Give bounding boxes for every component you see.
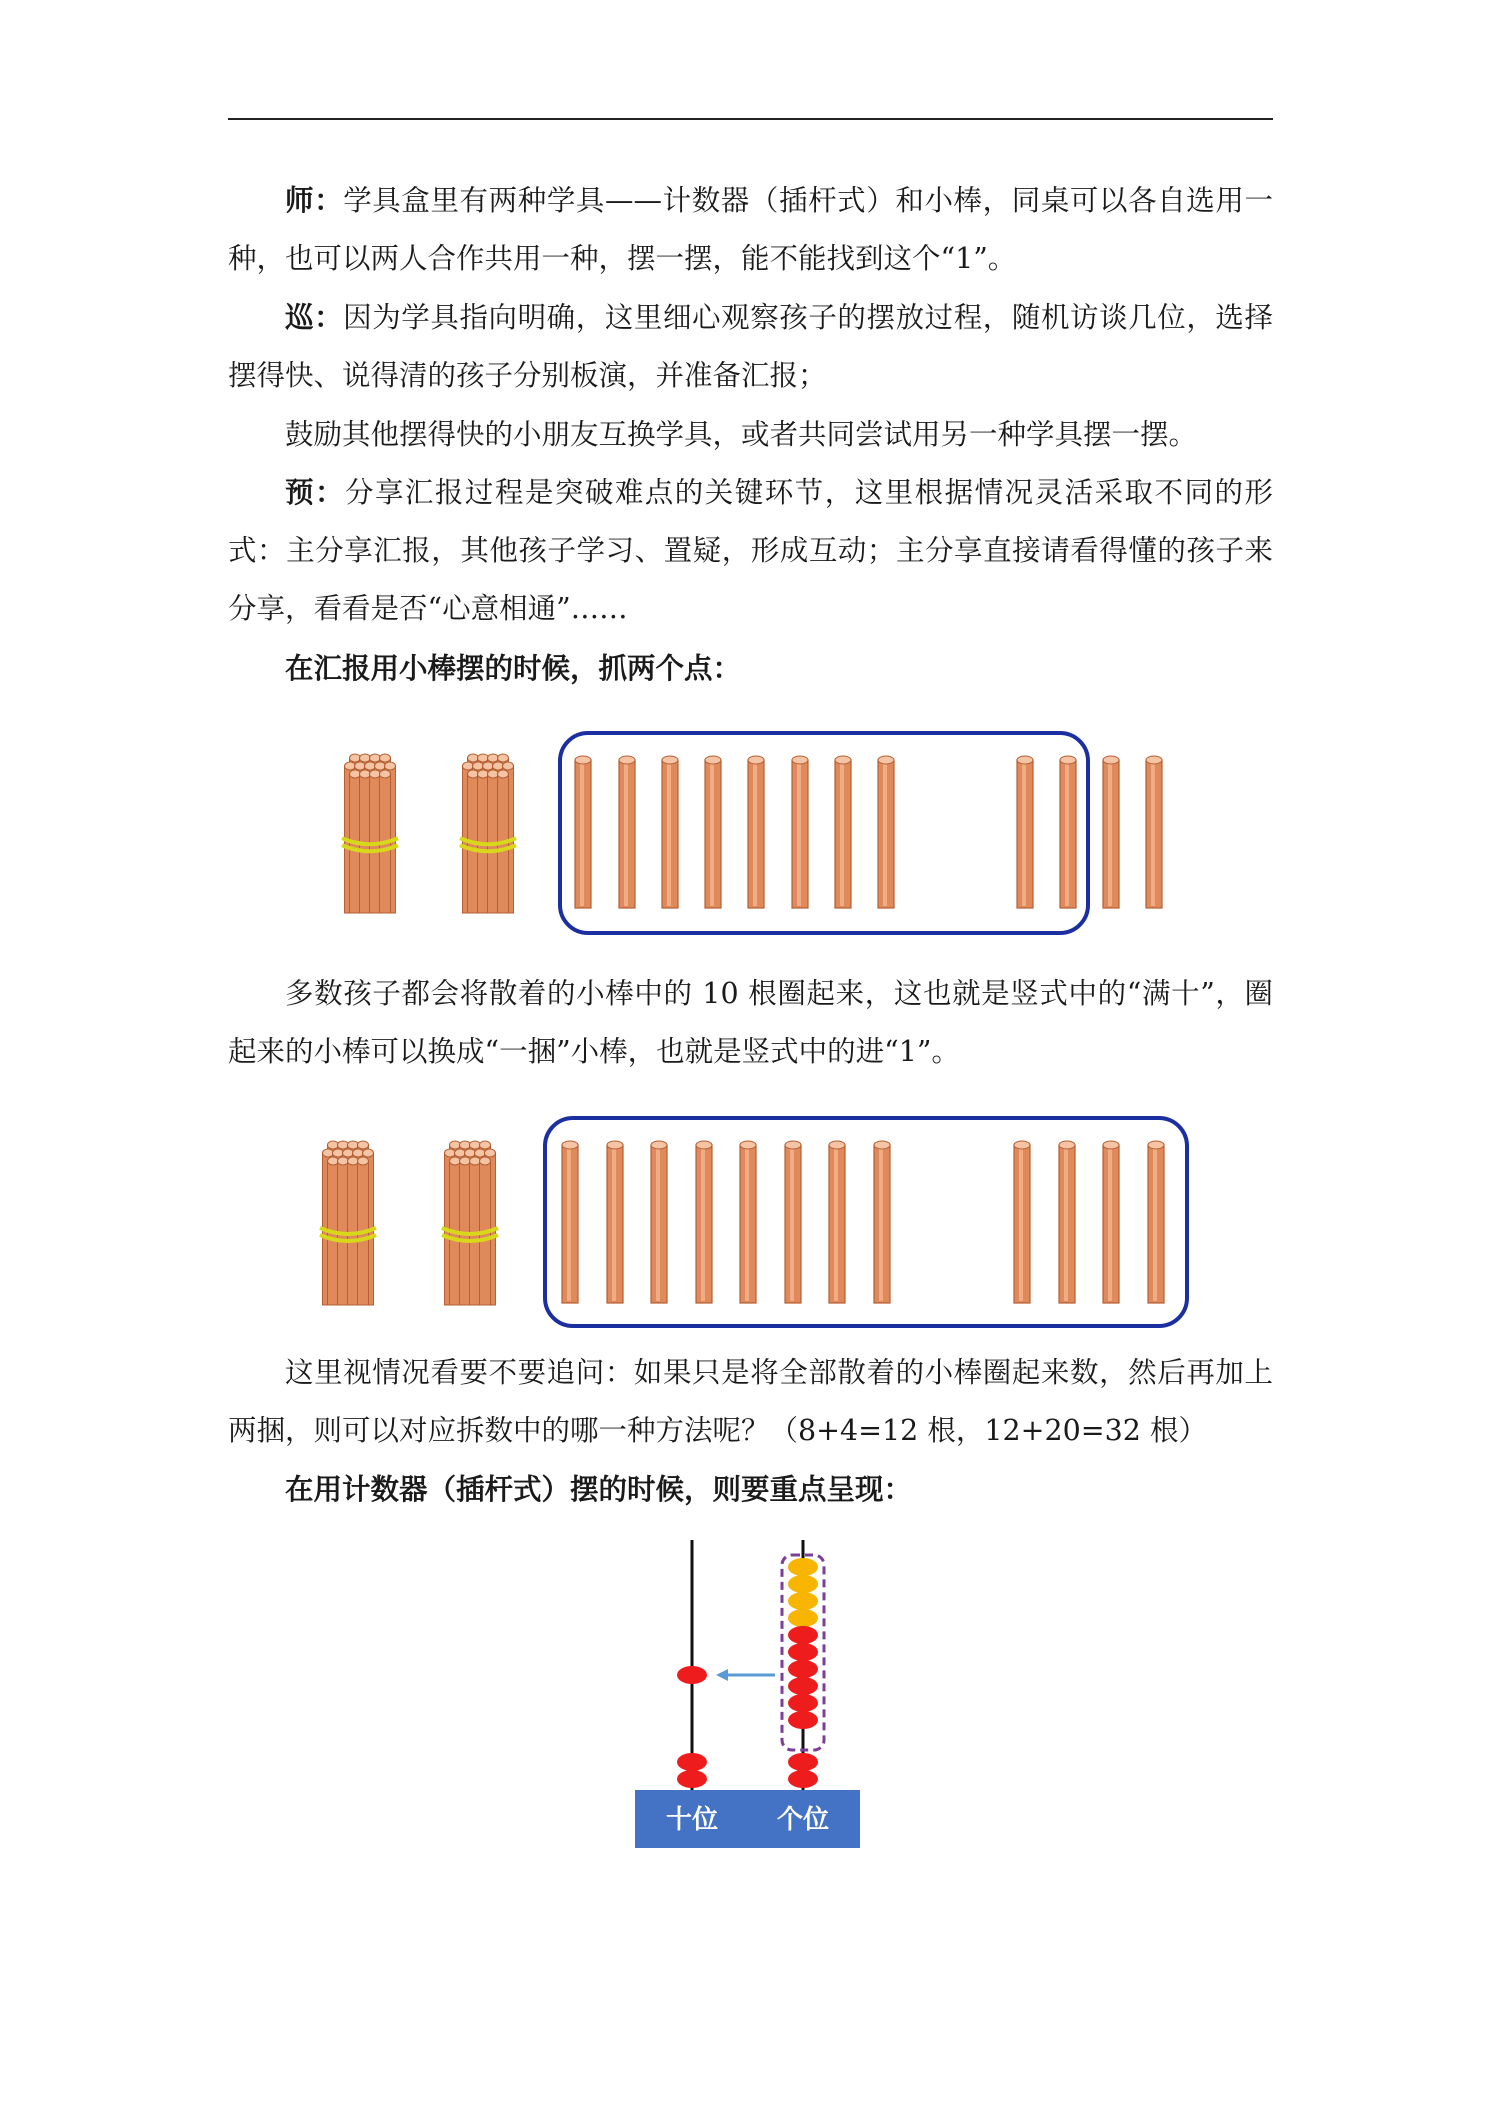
loose-stick [705, 756, 721, 908]
loose-stick [619, 756, 635, 908]
abacus-figure [620, 1535, 880, 1855]
ones-red-bead [788, 1660, 818, 1678]
loose-stick [785, 1141, 801, 1303]
loose-stick [607, 1141, 623, 1303]
tens-carried-bead [677, 1666, 707, 1684]
paragraph-teacher [228, 172, 1273, 288]
label-teacher: 师： [285, 184, 344, 217]
text-encourage: 鼓励其他摆得快的小朋友互换学具，或者共同尝试用另一种学具摆一摆。 [285, 418, 1198, 451]
sticks-figure-1 [320, 725, 1180, 940]
loose-stick [1059, 1141, 1075, 1303]
text-follow-up: 这里视情况看要不要追问：如果只是将全部散着的小棒圈起来数，然后再加上两捆，则可以对应拆数中的哪一种方法呢？（8+4=12 根，12+20=32 根） [228, 1356, 1273, 1447]
ones-yellow-bead [788, 1592, 818, 1610]
paragraph-full-ten [228, 965, 1273, 1081]
loose-stick [748, 756, 764, 908]
ten-sticks-circle [560, 733, 1088, 933]
stick-bundle [442, 1141, 498, 1305]
loose-stick [662, 756, 678, 908]
header-rule [228, 118, 1273, 120]
loose-stick [1148, 1141, 1164, 1303]
ones-red-bead [788, 1770, 818, 1788]
ones-red-bead [788, 1643, 818, 1661]
text-full-ten: 多数孩子都会将散着的小棒中的 10 根圈起来，这也就是竖式中的“满十”，圈起来的小棒可以换成“一捆”小棒，也就是竖式中的进“1”。 [228, 977, 1273, 1068]
ones-yellow-bead [788, 1609, 818, 1627]
ones-yellow-bead [788, 1558, 818, 1576]
paragraph-patrol [228, 289, 1273, 405]
label-preview: 预： [285, 476, 345, 509]
label-patrol: 巡： [285, 301, 344, 334]
loose-stick [1103, 1141, 1119, 1303]
ones-yellow-bead [788, 1575, 818, 1593]
all-sticks-circle [545, 1118, 1187, 1326]
sticks-figure-2-svg [300, 1110, 1200, 1335]
stick-bundle [320, 1141, 376, 1305]
loose-stick [874, 1141, 890, 1303]
stick-bundle [342, 754, 398, 913]
tens-bead [677, 1770, 707, 1788]
loose-stick [1146, 756, 1162, 908]
text-teacher: 学具盒里有两种学具——计数器（插杆式）和小棒，同桌可以各自选用一种，也可以两人合作共用一种，摆一摆，能不能找到这个“1”。 [228, 184, 1273, 275]
loose-stick [878, 756, 894, 908]
loose-stick [1017, 756, 1033, 908]
ones-red-bead [788, 1694, 818, 1712]
text-patrol: 因为学具指向明确，这里细心观察孩子的摆放过程，随机访谈几位，选择摆得快、说得清的孩子分别板演，并准备汇报； [228, 301, 1273, 392]
paragraph-preview [228, 464, 1273, 638]
loose-stick [651, 1141, 667, 1303]
loose-stick [792, 756, 808, 908]
text-preview: 分享汇报过程是突破难点的关键环节，这里根据情况灵活采取不同的形式：主分享汇报，其他孩子学习、置疑，形成互动；主分享直接请看得懂的孩子来分享，看看是否“心意相通”…… [228, 476, 1273, 625]
loose-stick [696, 1141, 712, 1303]
loose-stick [562, 1141, 578, 1303]
paragraph-encourage [228, 406, 1273, 464]
ones-label: 个位 [776, 1805, 830, 1835]
tens-bead [677, 1753, 707, 1771]
tens-label: 十位 [665, 1805, 719, 1835]
ones-red-bead [788, 1711, 818, 1729]
loose-stick [1014, 1141, 1030, 1303]
loose-stick [1060, 756, 1076, 908]
heading-sticks: 在汇报用小棒摆的时候，抓两个点： [285, 652, 742, 685]
sticks-figure-1-svg [320, 725, 1180, 940]
ones-red-bead [788, 1677, 818, 1695]
ones-red-bead [788, 1753, 818, 1771]
paragraph-follow-up [228, 1344, 1273, 1460]
stick-bundle [460, 754, 516, 913]
abacus-svg [620, 1535, 880, 1855]
heading-abacus: 在用计数器（插杆式）摆的时候，则要重点呈现： [285, 1473, 913, 1506]
loose-stick [835, 756, 851, 908]
loose-stick [829, 1141, 845, 1303]
sticks-figure-2 [300, 1110, 1200, 1335]
loose-stick [740, 1141, 756, 1303]
carry-arrow-head-icon [716, 1669, 728, 1681]
loose-stick [1103, 756, 1119, 908]
loose-stick [575, 756, 591, 908]
ones-red-bead [788, 1626, 818, 1644]
